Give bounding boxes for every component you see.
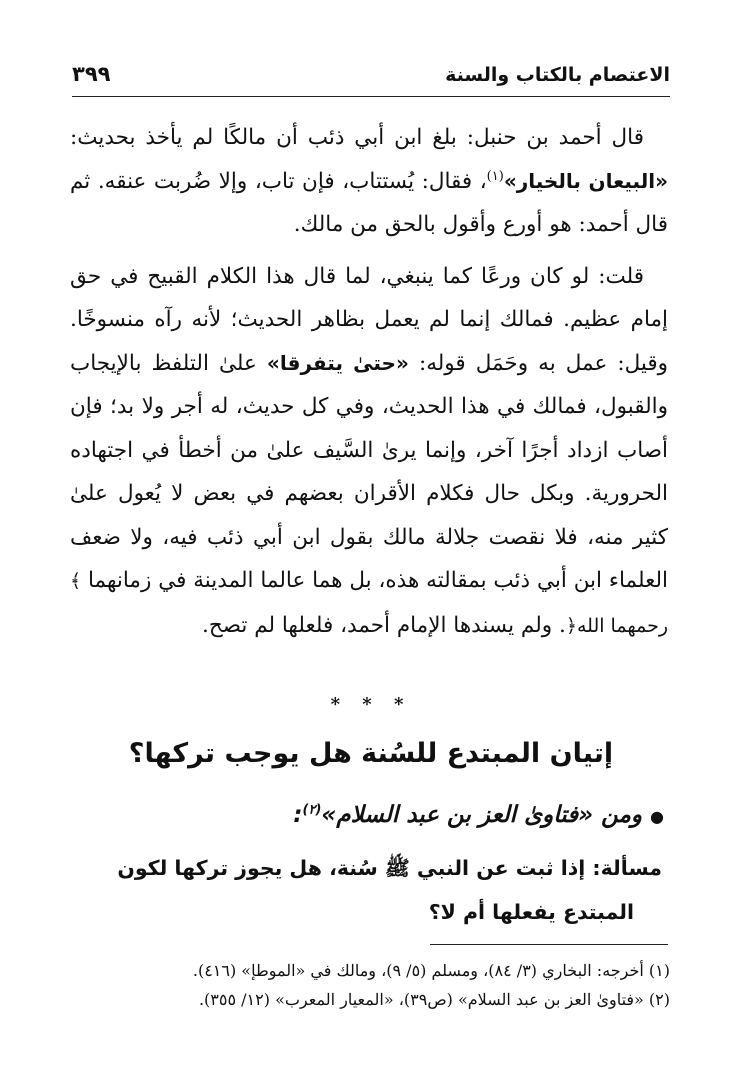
footnote-2: (٢) «فتاوىٰ العز بن عبد السلام» (ص٣٩)، «المعيار المعرب» (١٢/ ٣٥٥).: [198, 990, 670, 1009]
source-citation: [293, 802, 664, 828]
footnote-rule: [430, 944, 668, 945]
hadith-quote: «البيعان بالخيار»: [503, 168, 669, 193]
question-text: إذا ثبت عن النبي ﷺ سُنة، هل يجوز تركها لكون: [117, 856, 593, 880]
bullet-icon: ●: [650, 807, 664, 826]
hadith-quote: «حتىٰ يتفرقا»: [266, 350, 409, 375]
section-heading: إتيان المبتدع للسُنة هل يوجب تركها؟: [128, 738, 614, 769]
section-separator: * * *: [330, 694, 412, 715]
footnotes: [74, 956, 670, 1014]
paragraph-ahmad-quote: [70, 116, 668, 247]
question-label: مسألة:: [592, 856, 662, 880]
paragraph-text: ، فقال: يُستتاب، فإن تاب، وإلا ضُربت عنقه. ثم قال أحمد: هو أورع وأقول بالحق من مالك.: [70, 168, 668, 237]
source-colon: :: [293, 802, 303, 828]
footnote-ref-1[interactable]: (١): [486, 168, 504, 184]
paragraph-text: قلت: لو كان ورعًا كما ينبغي، لما قال هذا الكلام القبيح في حق إمام عظيم. فمالك إنما لم يعمل بظاهر الحديث؛ لأنه رآه منسوخًا. وقيل: عمل به وحَمَل قوله:: [70, 263, 669, 376]
paragraph-text: قال أحمد بن حنبل: بلغ ابن أبي ذئب أن مالكًا لم يأخذ بحديث:: [70, 125, 644, 150]
source-title: ومن «فتاوىٰ العز بن عبد السلام»: [321, 802, 643, 828]
header-rule: [72, 96, 670, 97]
paragraph-commentary: [70, 255, 668, 649]
footnote-ref-2[interactable]: (٢): [302, 802, 322, 818]
running-title: الاعتصام بالكتاب والسنة: [445, 64, 670, 86]
fatwa-question: [74, 846, 662, 934]
honorific-glyph: ﴾رحمهما الله﴿: [70, 570, 668, 637]
main-text: [70, 116, 668, 648]
paragraph-text: علىٰ التلفظ بالإيجاب والقبول، فمالك في هذا الحديث، وفي كل حديث، له أجر ولا بد؛ فإن أصاب ازداد أجرًا آخر، وإنما يرىٰ السَّيف علىٰ من أخطأ في اجتهاده الحرورية. وبكل حال فكلام الأقران بعضهم في بعض لا يُعول علىٰ كثير منه، فلا نقصت جلالة مالك بقول ابن أبي ذئب فيه، ولا ضعف العلماء ابن أبي ذئب بمقالته هذه، بل هما عالما المدينة في زمانهما: [70, 350, 668, 593]
running-header: [72, 62, 670, 86]
page-number: ٣٩٩: [72, 62, 111, 86]
question-text-cont: المبتدع يفعلها أم لا؟: [428, 900, 634, 924]
footnote-1: (١) أخرجه: البخاري (٣/ ٨٤)، ومسلم (٥/ ٩)، ومالك في «الموطإ» (٤١٦).: [192, 961, 670, 980]
paragraph-text: . ولم يسندها الإمام أحمد، فلعلها لم تصح.: [202, 612, 566, 638]
